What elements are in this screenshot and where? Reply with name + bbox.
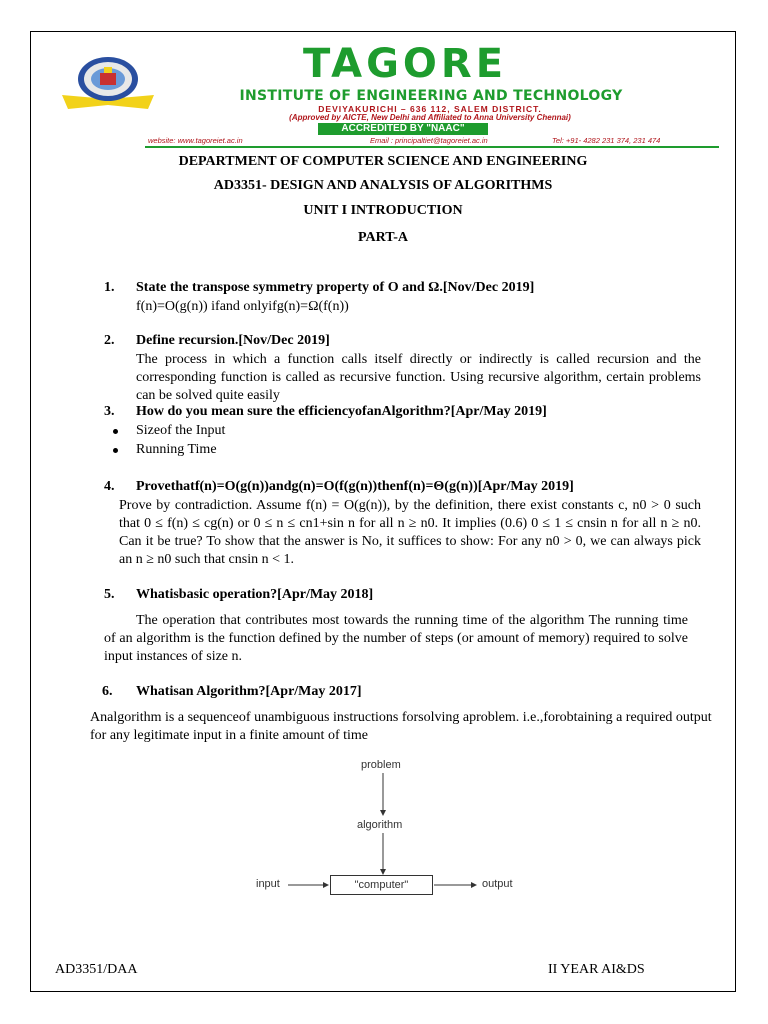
diagram-problem-label: problem [361,759,401,771]
question-4-text: Provethatf(n)=O(g(n))andg(n)=O(f(g(n))thenf(n)=Θ(g(n))[Apr/May 2019] [136,479,574,494]
question-3-number: 3. [104,404,115,419]
telephone: Tel: +91- 4282 231 374, 231 474 [552,136,661,145]
question-3-bullet-1: Sizeof the Input [136,423,226,438]
email-link[interactable]: Email : principaltiet@tagoreiet.ac.in [370,136,488,145]
brand-approval: (Approved by AICTE, New Delhi and Affiliated to Anna University Chennai) [289,113,571,122]
footer-year: II YEAR AI&DS [548,962,645,977]
question-3-bullet-2: Running Time [136,442,217,457]
question-2-answer: The process in which a function calls itself directly or indirectly is called recursion and the corresponding function is called as recursive function. Using recursive algorithm, certain problems can be solved quite easily [136,352,701,403]
question-3-text: How do you mean sure the efficiencyofanAlgorithm?[Apr/May 2019] [136,404,547,419]
diagram-computer-box: "computer" [330,875,433,895]
brand-subtitle: INSTITUTE OF ENGINEERING AND TECHNOLOGY [239,88,623,104]
question-1-number: 1. [104,280,115,295]
question-2-number: 2. [104,333,115,348]
question-6-text: Whatisan Algorithm?[Apr/May 2017] [136,684,362,699]
diagram-output-label: output [482,878,513,890]
question-5-number: 5. [104,587,115,602]
question-5-text: Whatisbasic operation?[Apr/May 2018] [136,587,374,602]
diagram-input-label: input [256,878,280,890]
brand-address: DEVIYAKURICHI – 636 112, SALEM DISTRICT. [318,104,542,114]
part-heading: PART-A [357,230,409,245]
question-1-answer: f(n)=O(g(n)) ifand onlyifg(n)=Ω(f(n)) [136,299,349,314]
question-4-number: 4. [104,479,115,494]
naac-badge: ACCREDITED BY "NAAC" [318,123,488,135]
question-6-number: 6. [102,684,113,699]
brand-title: TAGORE [302,41,508,87]
course-heading: AD3351- DESIGN AND ANALYSIS OF ALGORITHMS [213,178,553,193]
unit-heading: UNIT I INTRODUCTION [303,203,463,218]
department-heading: DEPARTMENT OF COMPUTER SCIENCE AND ENGINEERING [178,154,588,169]
question-6-answer: Analgorithm is a sequenceof unambiguous instructions forsolving aproblem. i.e.,forobtaining a required output for any legitimate input in a finite amount of time [90,710,712,743]
diagram-algorithm-label: algorithm [357,819,403,831]
footer-course-code: AD3351/DAA [55,962,138,977]
question-2-text: Define recursion.[Nov/Dec 2019] [136,333,330,348]
question-1-text: State the transpose symmetry property of O and Ω.[Nov/Dec 2019] [136,280,535,295]
website-link[interactable]: website: www.tagoreiet.ac.in [148,136,243,145]
question-4-answer: Prove by contradiction. Assume f(n) = O(g(n)), by the definition, there exist constants c, n0 > 0 such that 0 ≤ f(n) ≤ cg(n) or 0 ≤ n ≤ cn1+sin n for all n ≥ n0. It implies (0.6) 0 ≤ 1 ≤ cnsin n for all n ≥ n0. Can it be true? To show that the answer is No, it suffices to show: For any n0 > 0, we can always pick an n ≥ n0 such that cnsin n < 1. [119,498,701,567]
question-5-answer: The operation that contributes most towards the running time of the algorithm The running time of an algorithm is the function defined by the number of steps (or amount of memory) required to solve input instances of size n. [104,613,688,664]
